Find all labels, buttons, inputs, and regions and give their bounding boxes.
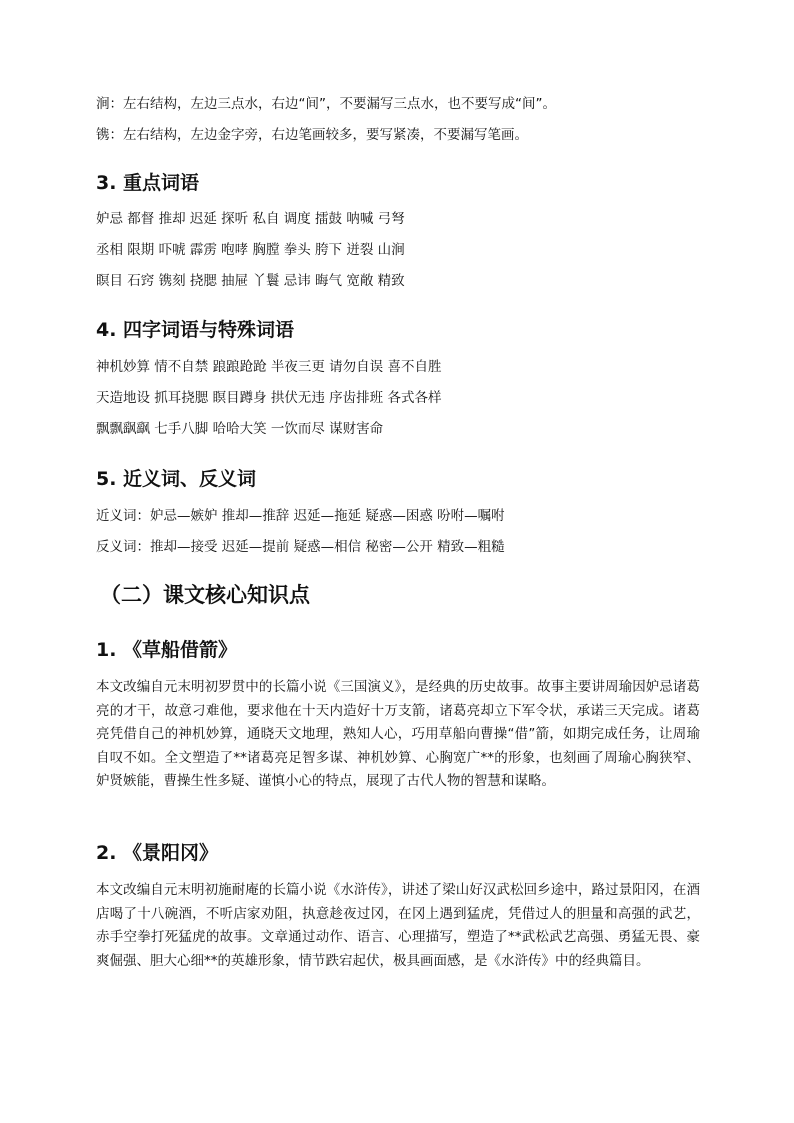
lesson-heading-caochuan: 1. 《草船借箭》: [96, 639, 238, 661]
section-heading-idioms: 4. 四字词语与特殊词语: [96, 319, 295, 341]
key-words-line: 妒忌 都督 推却 迟延 探听 私自 调度 擂鼓 呐喊 弓弩: [96, 211, 405, 227]
lesson-heading-jingyanggang: 2. 《景阳冈》: [96, 842, 219, 864]
char-note-juan: 镌：左右结构，左边金字旁，右边笔画较多，要写紧凑，不要漏写笔画。: [96, 127, 528, 143]
section-heading-key-words: 3. 重点词语: [96, 172, 200, 194]
synonyms-line: 近义词：妒忌—嫉妒 推却—推辞 迟延—拖延 疑惑—困惑 吩咐—嘱咐: [96, 508, 505, 524]
key-words-line: 瞑目 石窍 镌刻 挠腮 抽屉 丫鬟 忌讳 晦气 宽敞 精致: [96, 273, 405, 289]
idioms-line: 飘飘飖飖 七手八脚 哈哈大笑 一饮而尽 谋财害命: [96, 421, 384, 437]
key-words-line: 丞相 限期 吓唬 霹雳 咆哮 胸膛 拳头 胯下 迸裂 山涧: [96, 242, 405, 258]
char-note-jian: 涧：左右结构，左边三点水，右边“间”，不要漏写三点水，也不要写成“间”。: [96, 96, 556, 112]
part-heading-core-knowledge: （二）课文核心知识点: [100, 583, 310, 607]
lesson-body-caochuan: 本文改编自元末明初罗贯中的长篇小说《三国演义》，是经典的历史故事。故事主要讲周瑜因妒忌诸葛亮的才干，故意刁难他，要求他在十天内造好十万支箭，诸葛亮却立下军令状，承诺三天完成。诸葛亮凭借自己的神机妙算，通晓天文地理，熟知人心，巧用草船向曹操“借”箭，如期完成任务，让周瑜自叹不如。全文塑造了**诸葛亮足智多谋、神机妙算、心胸宽广**的形象，也刻画了周瑜心胸狭窄、妒贤嫉能，曹操生性多疑、谨慎小心的特点，展现了古代人物的智慧和谋略。: [96, 679, 700, 789]
idioms-line: 神机妙算 情不自禁 踉踉跄跄 半夜三更 请勿自误 喜不自胜: [96, 359, 442, 375]
antonyms-line: 反义词：推却—接受 迟延—提前 疑惑—相信 秘密—公开 精致—粗糙: [96, 539, 505, 555]
section-heading-synonyms: 5. 近义词、反义词: [96, 468, 257, 490]
lesson-body-jingyanggang: 本文改编自元末明初施耐庵的长篇小说《水浒传》，讲述了梁山好汉武松回乡途中，路过景阳冈，在酒店喝了十八碗酒，不听店家劝阻，执意趁夜过冈，在冈上遇到猛虎，凭借过人的胆量和高强的武艺，赤手空拳打死猛虎的故事。文章通过动作、语言、心理描写，塑造了**武松武艺高强、勇猛无畏、豪爽倔强、胆大心细**的英雄形象，情节跌宕起伏，极具画面感，是《水浒传》中的经典篇目。: [96, 882, 700, 969]
idioms-line: 天造地设 抓耳挠腮 瞑目蹲身 拱伏无违 序齿排班 各式各样: [96, 390, 442, 406]
